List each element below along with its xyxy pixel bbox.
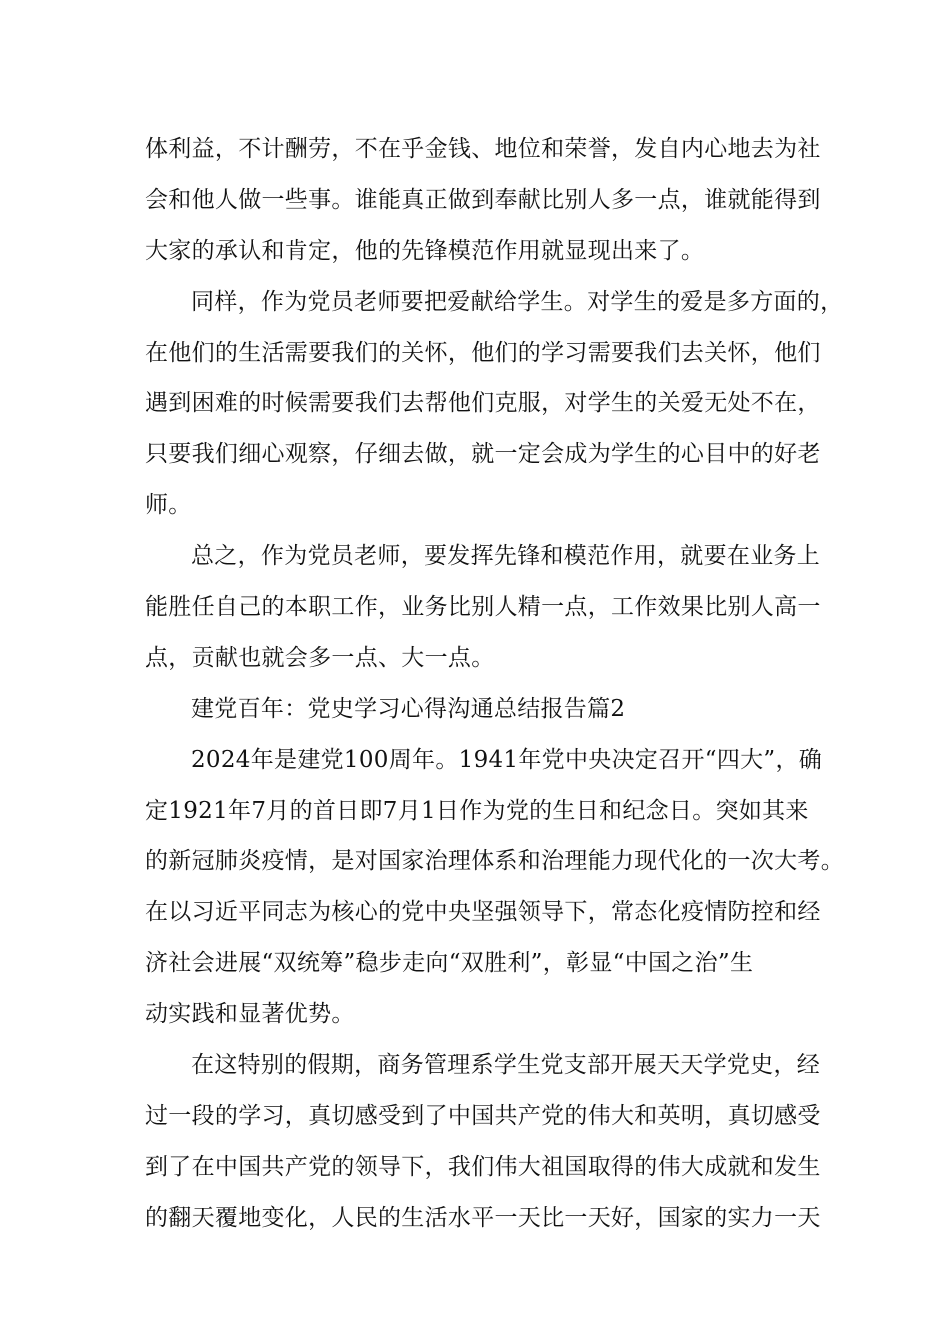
text-line: 只要我们细心观察，仔细去做，就一定会成为学生的心目中的好老 [145, 441, 821, 468]
text-line: 动实践和显著优势。 [145, 1001, 355, 1028]
text-line: 的翻天覆地变化，人民的生活水平一天比一天好，国家的实力一天 [145, 1204, 821, 1231]
text-line: 济社会进展“双统筹”稳步走向“双胜利”，彰显“中国之治”生 [145, 950, 754, 977]
text-line: 遇到困难的时候需要我们去帮他们克服，对学生的关爱无处不在， [145, 390, 821, 417]
text-line: 定1921年7月的首日即7月1日作为党的生日和纪念日。突如其来 [145, 797, 809, 824]
text-line: 2024年是建党100周年。1941年党中央决定召开“四大”，确 [191, 746, 823, 773]
text-line: 同样，作为党员老师要把爱献给学生。对学生的爱是多方面的， [191, 288, 844, 315]
text-line: 在以习近平同志为核心的党中央坚强领导下，常态化疫情防控和经 [145, 899, 821, 926]
text-line: 到了在中国共产党的领导下，我们伟大祖国取得的伟大成就和发生 [145, 1153, 821, 1180]
text-line: 会和他人做一些事。谁能真正做到奉献比别人多一点，谁就能得到 [145, 186, 821, 213]
text-line: 过一段的学习，真切感受到了中国共产党的伟大和英明，真切感受 [145, 1102, 821, 1129]
text-line: 在他们的生活需要我们的关怀，他们的学习需要我们去关怀，他们 [145, 339, 821, 366]
document-body-text [145, 124, 844, 1244]
text-line: 能胜任自己的本职工作，业务比别人精一点，工作效果比别人高一 [145, 594, 821, 621]
text-line: 总之，作为党员老师，要发挥先锋和模范作用，就要在业务上 [191, 543, 821, 570]
text-line: 体利益，不计酬劳，不在乎金钱、地位和荣誉，发自内心地去为社 [145, 136, 821, 162]
section-heading: 建党百年：党史学习心得沟通总结报告篇2 [191, 695, 626, 722]
text-line: 的新冠肺炎疫情，是对国家治理体系和治理能力现代化的一次大考。 [145, 848, 844, 875]
text-line: 点，贡献也就会多一点、大一点。 [145, 644, 495, 671]
text-line: 在这特别的假期，商务管理系学生党支部开展天天学党史，经 [191, 1052, 821, 1079]
text-line: 师。 [145, 492, 192, 519]
text-line: 大家的承认和肯定，他的先锋模范作用就显现出来了。 [145, 237, 705, 264]
